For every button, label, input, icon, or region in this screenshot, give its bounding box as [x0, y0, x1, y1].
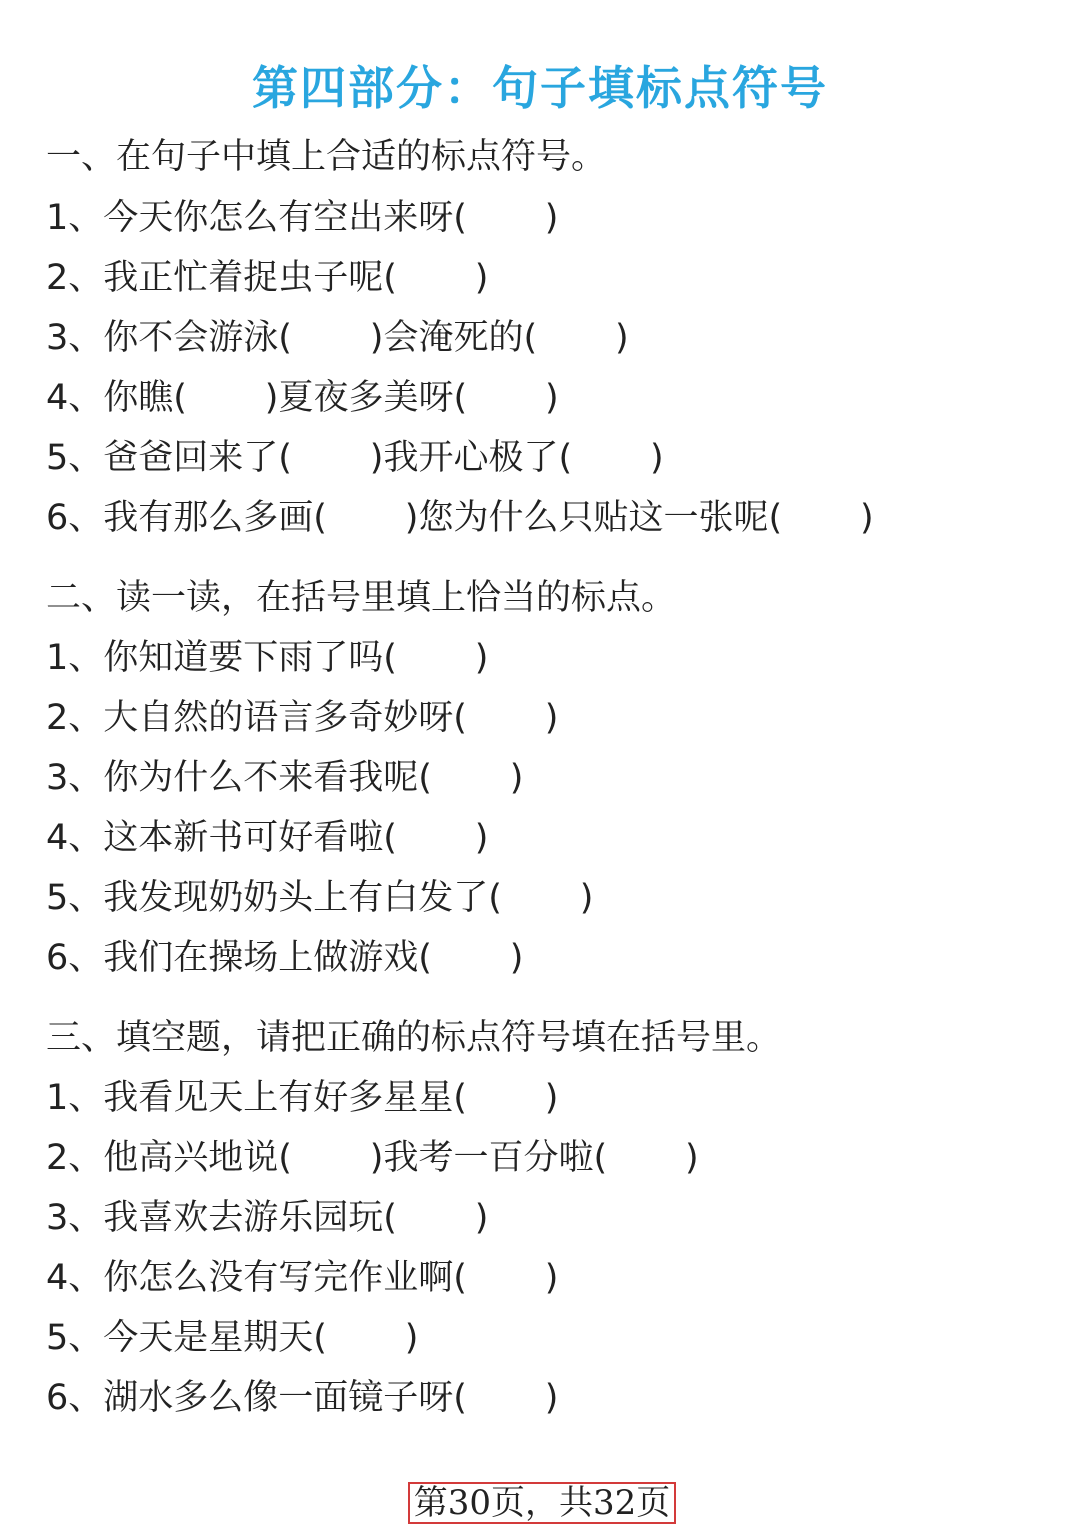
section-2-item-6: 6、我们在操场上做游戏( ) — [46, 938, 524, 978]
section-1-item-3: 3、你不会游泳( )会淹死的( ) — [46, 318, 629, 358]
page-number-footer: 第30页，共32页 — [408, 1482, 676, 1524]
section-2-item-1: 1、你知道要下雨了吗( ) — [46, 638, 489, 678]
section-3-heading: 三、填空题，请把正确的标点符号填在括号里。 — [46, 1018, 782, 1058]
section-3-item-3: 3、我喜欢去游乐园玩( ) — [46, 1198, 489, 1238]
section-1-item-6: 6、我有那么多画( )您为什么只贴这一张呢( ) — [46, 498, 874, 538]
section-2-heading: 二、读一读，在括号里填上恰当的标点。 — [46, 578, 677, 618]
section-3-item-2: 2、他高兴地说( )我考一百分啦( ) — [46, 1138, 699, 1178]
section-2-item-5: 5、我发现奶奶头上有白发了( ) — [46, 878, 594, 918]
section-1-item-2: 2、我正忙着捉虫子呢( ) — [46, 258, 489, 298]
section-3-item-6: 6、湖水多么像一面镜子呀( ) — [46, 1378, 559, 1418]
section-3-item-4: 4、你怎么没有写完作业啊( ) — [46, 1258, 559, 1298]
section-2-item-3: 3、你为什么不来看我呢( ) — [46, 758, 524, 798]
section-1-item-5: 5、爸爸回来了( )我开心极了( ) — [46, 438, 664, 478]
section-2-item-4: 4、这本新书可好看啦( ) — [46, 818, 489, 858]
section-1-item-4: 4、你瞧( )夏夜多美呀( ) — [46, 378, 559, 418]
section-1-item-1: 1、今天你怎么有空出来呀( ) — [46, 198, 559, 238]
section-2-item-2: 2、大自然的语言多奇妙呀( ) — [46, 698, 559, 738]
section-3-item-5: 5、今天是星期天( ) — [46, 1318, 419, 1358]
page-title: 第四部分：句子填标点符号 — [252, 61, 828, 115]
section-3-item-1: 1、我看见天上有好多星星( ) — [46, 1078, 559, 1118]
section-1-heading: 一、在句子中填上合适的标点符号。 — [46, 137, 607, 177]
